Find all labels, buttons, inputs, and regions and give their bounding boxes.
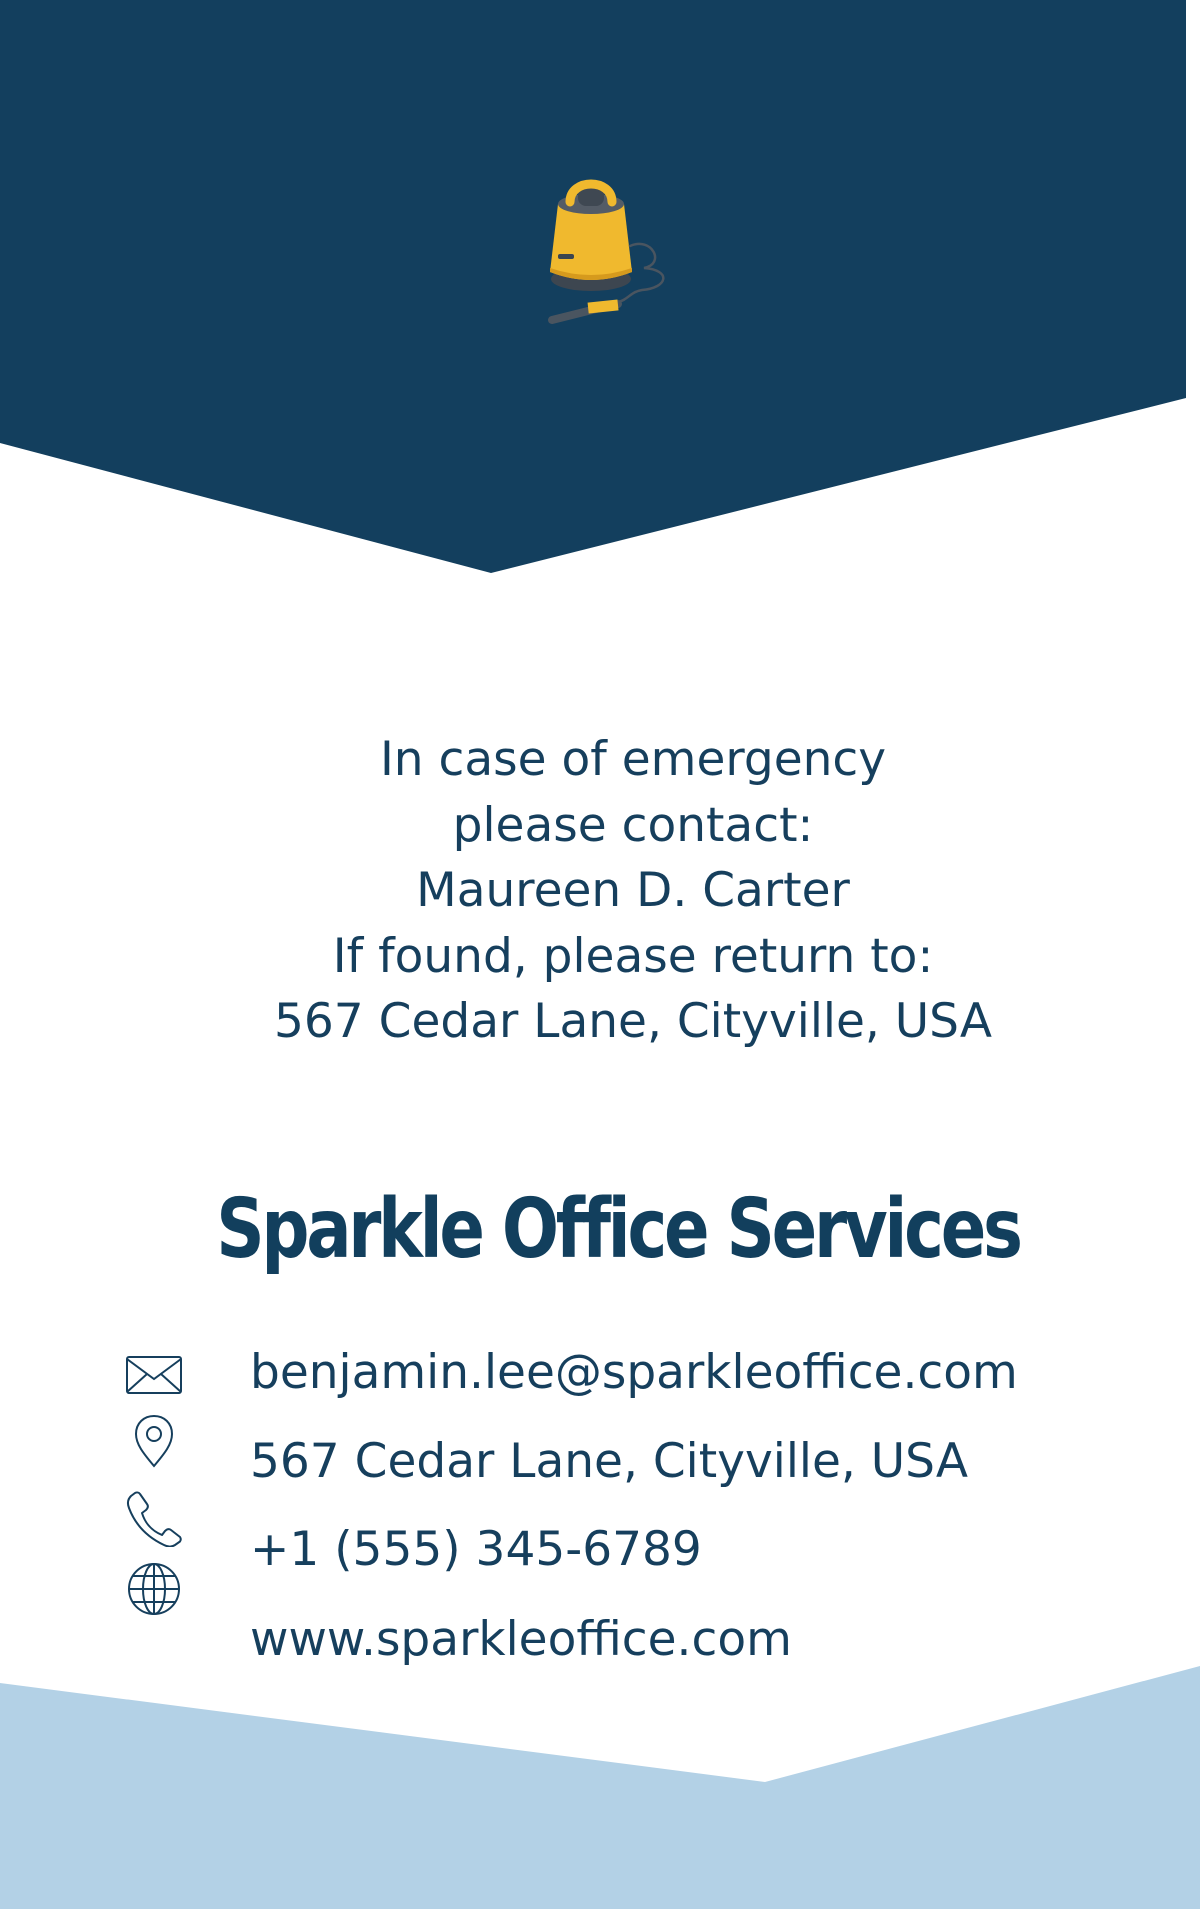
emergency-contact-name: Maureen D. Carter xyxy=(416,863,850,918)
emergency-line-1: In case of emergency xyxy=(379,732,887,787)
emergency-line-4: If found, please return to: xyxy=(332,928,934,984)
emergency-line-2: please contact: xyxy=(452,797,814,853)
company-name: Sparkle Office Services xyxy=(216,1182,1020,1277)
street-address: 567 Cedar Lane, Cityville, USA xyxy=(250,1433,969,1489)
emergency-info xyxy=(0,727,1200,1055)
footer-band xyxy=(0,1666,1200,1909)
email-address[interactable]: benjamin.lee@sparkleoffice.com xyxy=(250,1344,1018,1400)
website-url[interactable]: www.sparkleoffice.com xyxy=(250,1611,792,1667)
location-pin-icon xyxy=(126,1412,182,1468)
envelope-icon xyxy=(126,1347,182,1403)
phone-number[interactable]: +1 (555) 345-6789 xyxy=(250,1521,702,1577)
phone-icon xyxy=(126,1491,182,1547)
vacuum-cleaner-icon xyxy=(540,176,700,336)
return-address: 567 Cedar Lane, Cityville, USA xyxy=(273,994,992,1049)
globe-icon xyxy=(126,1561,182,1617)
